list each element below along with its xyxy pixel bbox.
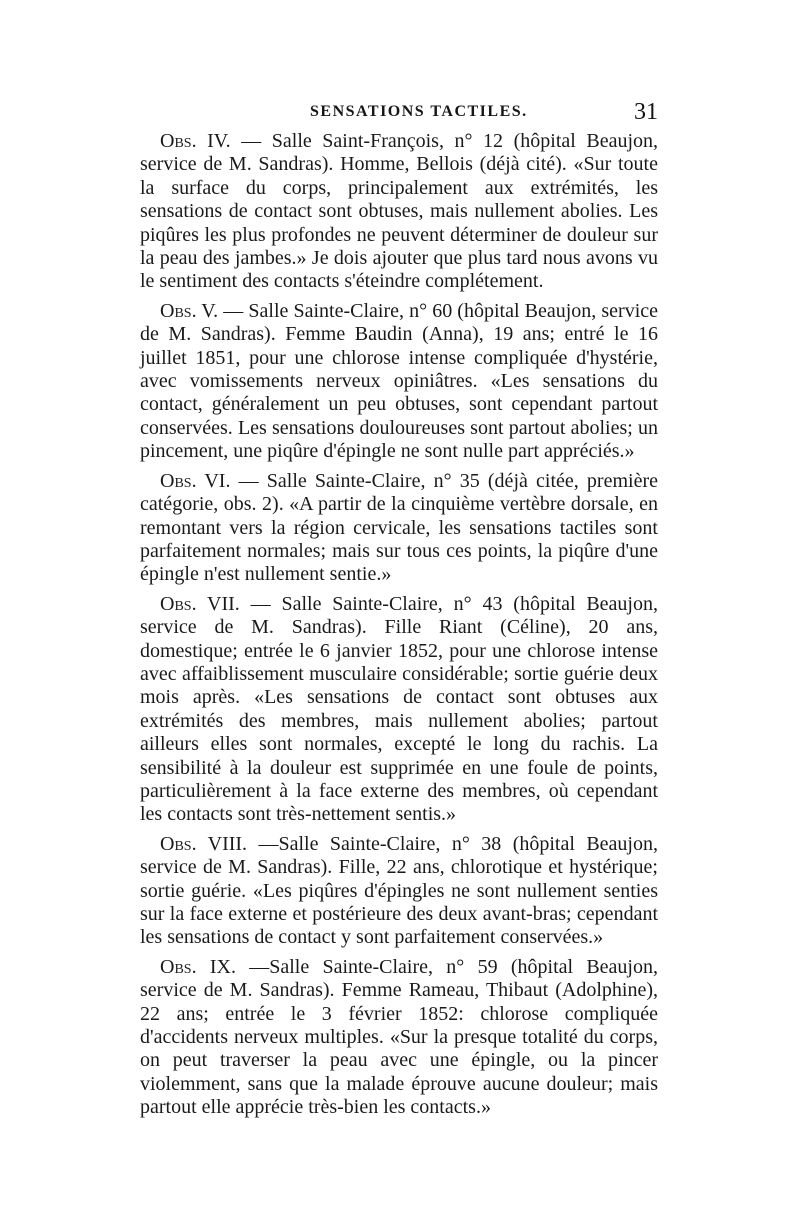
observation-label: Obs. VIII.	[160, 832, 248, 855]
observation-viii	[140, 833, 658, 950]
observation-text: — Salle Saint-François, n° 12 (hôpital Beaujon, service de M. Sandras). Homme, Bellois (déjà cité). «Sur toute la surface du corps, principalement aux extrémités, les sensations de contact sont obtuses, mais nullement abolies. Les piqûres les plus profondes ne peuvent déterminer de douleur sur la peau des jambes.» Je dois ajouter que plus tard nous avons vu le sentiment des contacts s'éteindre complétement.	[140, 130, 659, 293]
observation-vii	[140, 593, 658, 827]
observation-text: — Salle Sainte-Claire, n° 60 (hôpital Beaujon, service de M. Sandras). Femme Baudin (Anna), 19 ans; entré le 16 juillet 1851, pour une chlorose intense compliquée d'hystérie, avec vomissements nerveux opiniâtres. «Les sensations du contact, généralement un peu obtuses, sont cependant partout conservées. Les sensations douloureuses sont partout abolies; un pincement, une piqûre d'épingle ne sont nulle part appréciés.»	[140, 299, 659, 463]
observation-text: — Salle Sainte-Claire, n° 43 (hôpital Beaujon, service de M. Sandras). Fille Riant (Céline), 20 ans, domestique; entrée le 6 janvier 1852, pour une chlorose intense avec affaiblissement musculaire considérable; sortie guérie deux mois après. «Les sensations de contact sont obtuses aux extrémités des membres, mais nullement abolies; partout ailleurs elles sont normales, excepté le long du rachis. La sensibilité à la douleur est supprimée en une foule de points, particulièrement à la face externe des membres, où cependant les contacts sont très-nettement sentis.»	[140, 592, 658, 826]
observation-iv	[140, 130, 658, 294]
observation-text: —Salle Sainte-Claire, n° 59 (hôpital Beaujon, service de M. Sandras). Femme Rameau, Thibaut (Adolphine), 22 ans; entrée le 3 février 1852: chlorose compliquée d'accidents nerveux multiples. «Sur la presque totalité du corps, on peut traverser la peau avec une épingle, ou la pincer violemment, sans que la malade éprouve aucune douleur; mais partout elle apprécie très-bien les contacts.»	[140, 955, 658, 1119]
observation-vi	[140, 470, 658, 587]
observation-label: Obs. IV.	[160, 130, 231, 152]
observation-v	[140, 300, 658, 464]
observation-label: Obs. VI.	[160, 469, 231, 492]
body-text	[140, 130, 658, 1126]
running-title: SENSATIONS TACTILES.	[310, 103, 528, 120]
observation-text: — Salle Sainte-Claire, n° 35 (déjà citée, première catégorie, obs. 2). «A partir de la cinquième vertèbre dorsale, en remontant vers la région cervicale, les sensations tactiles sont parfaitement normales; mais sur tous ces points, la piqûre d'une épingle n'est nullement sentie.»	[140, 469, 658, 586]
observation-label: Obs. VII.	[160, 592, 240, 615]
observation-label: Obs. V.	[160, 299, 219, 322]
running-head	[140, 99, 658, 129]
observation-label: Obs. IX.	[160, 955, 236, 978]
page-number: 31	[634, 99, 658, 125]
observation-text: —Salle Sainte-Claire, n° 38 (hôpital Beaujon, service de M. Sandras). Fille, 22 ans, chlorotique et hystérique; sortie guérie. «Les piqûres d'épingles ne sont nullement senties sur la face externe et postérieure des deux avant-bras; cependant les sensations de contact y sont parfaitement conservées.»	[140, 832, 658, 949]
observation-ix	[140, 956, 658, 1120]
